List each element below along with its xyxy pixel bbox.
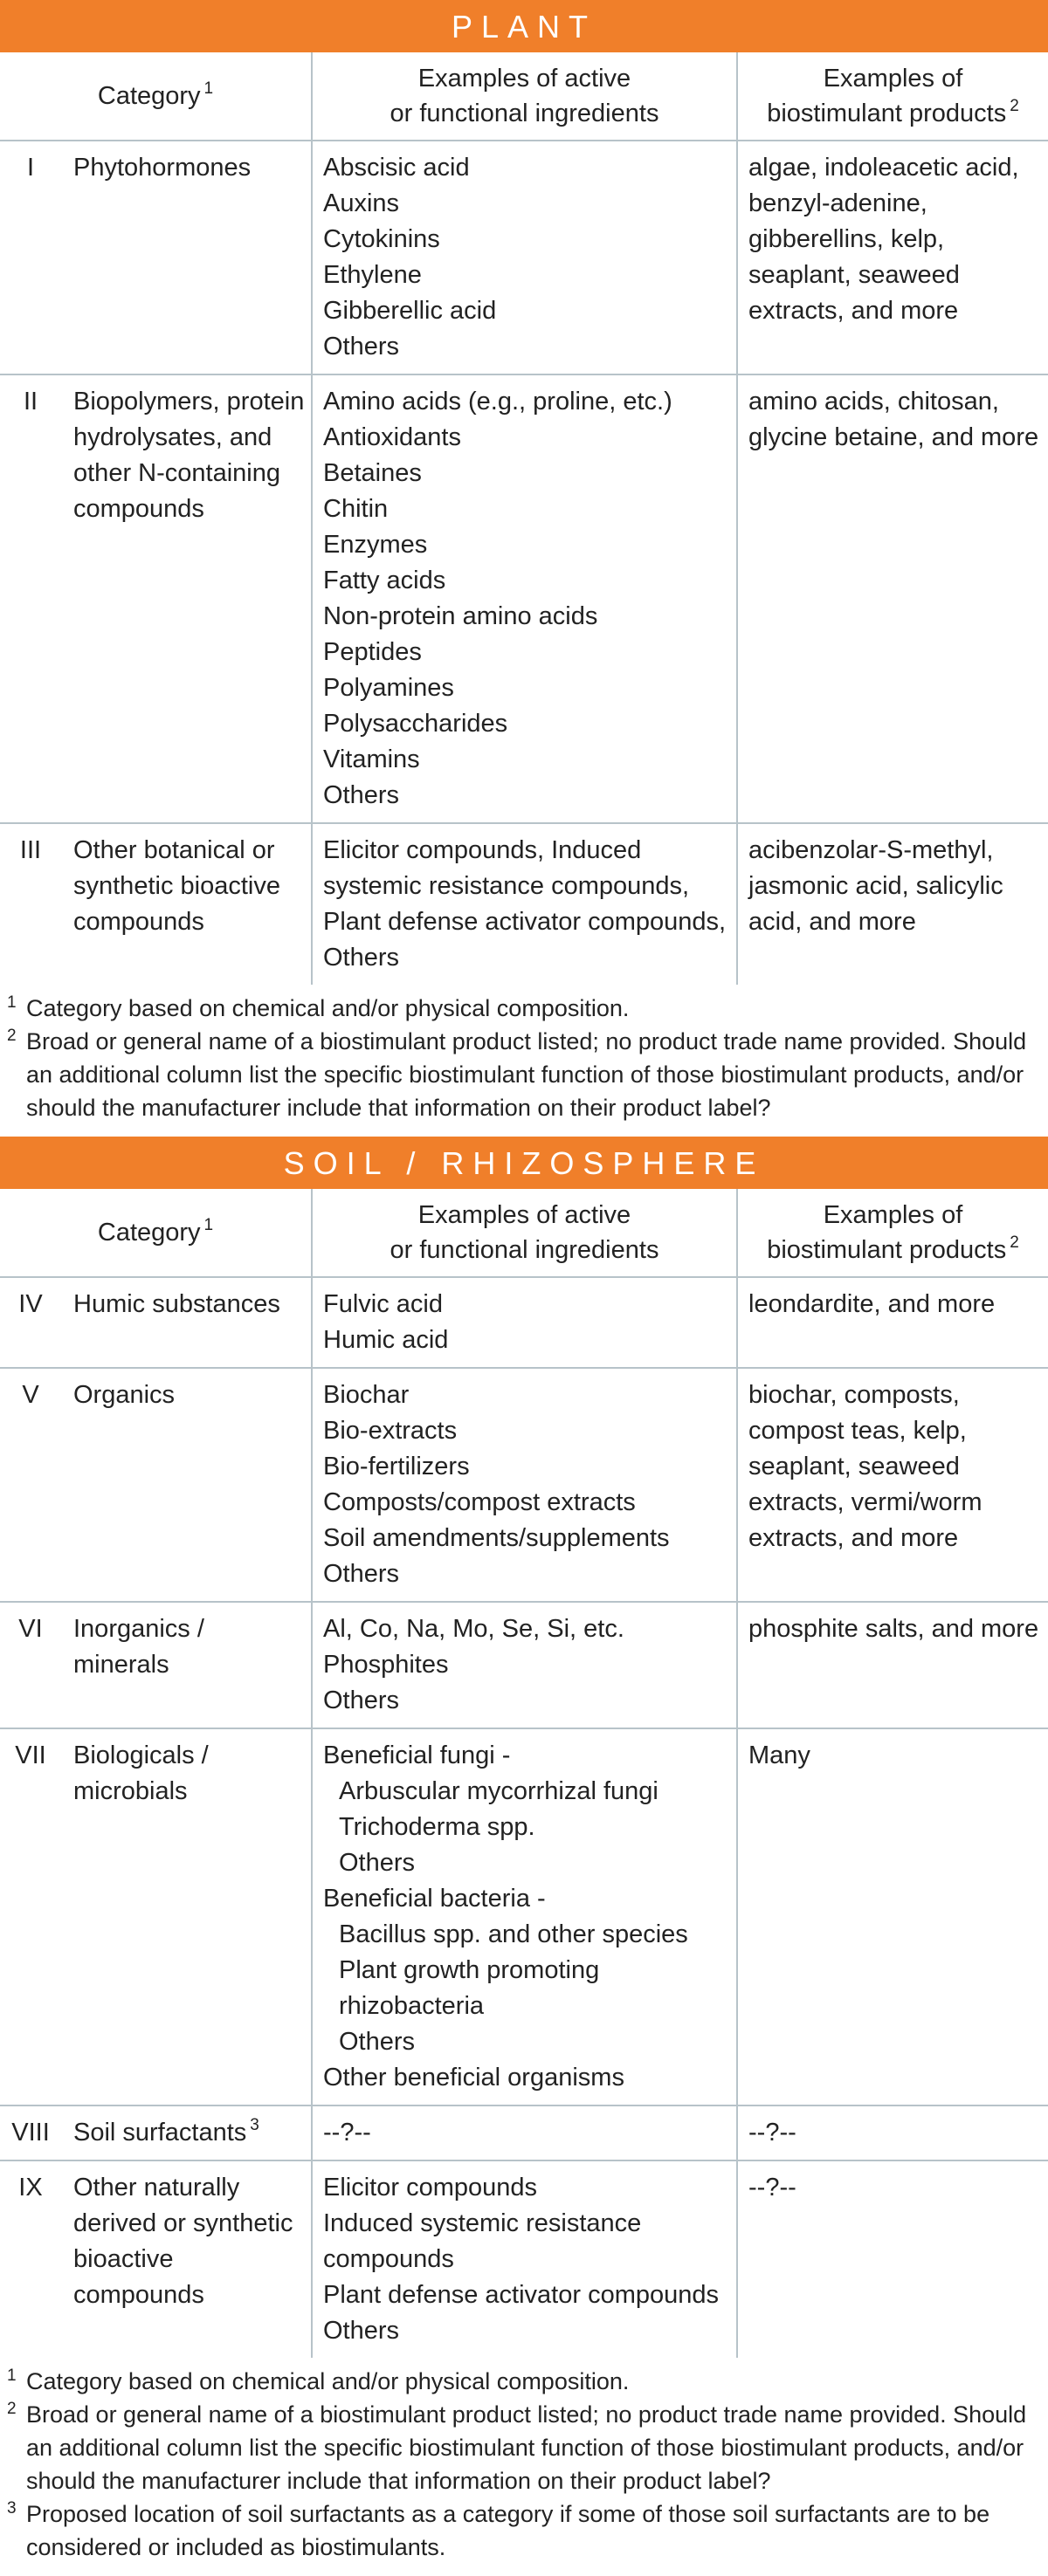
category-name	[61, 823, 312, 985]
ingredient-item: Soil amendments/supplements	[323, 1524, 670, 1552]
ingredient-item: Trichoderma spp.	[339, 1813, 535, 1841]
footnote	[7, 2365, 1041, 2398]
ingredients-cell	[312, 141, 737, 374]
footnote-marker: 3	[7, 2499, 17, 2518]
table-row	[0, 2105, 1048, 2160]
ingredient-item: Composts/compost extracts	[323, 1488, 636, 1516]
category-name	[61, 374, 312, 823]
category-number: IV	[0, 1277, 61, 1368]
table-row	[0, 374, 1048, 823]
plant-table-body	[0, 141, 1048, 985]
ingredient-item: Chitin	[323, 495, 389, 523]
ingredients-cell	[312, 1368, 737, 1602]
plant-footnotes	[0, 985, 1048, 1137]
ingredient-item: Non-protein amino acids	[323, 602, 598, 630]
products-cell: phosphite salts, and more	[737, 1602, 1048, 1728]
category-name	[61, 2105, 312, 2160]
ingredient-item: Others	[339, 2028, 416, 2056]
ingredient-item: Enzymes	[323, 531, 428, 559]
ingredient-item: Arbuscular mycorrhizal fungi	[339, 1777, 658, 1805]
category-number: II	[0, 374, 61, 823]
category-label: Other botanical or synthetic bioactive compounds	[73, 836, 280, 936]
products-header: Examples of biostimulant products $^2$	[737, 52, 1048, 141]
ingredient-item: Plant growth promoting rhizobacteria	[339, 1956, 600, 2020]
ingredient-item: Phosphites	[323, 1651, 449, 1679]
category-number: VIII	[0, 2105, 61, 2160]
products-cell: algae, indoleacetic acid, benzyl-adenine, gibberellins, kelp, seaplant, seaweed extracts, and more	[737, 141, 1048, 374]
ingredient-item: Others	[323, 1686, 400, 1714]
category-number: I	[0, 141, 61, 374]
ingredients-cell	[312, 2105, 737, 2160]
plant-section	[0, 0, 1048, 1137]
ingredient-item: Abscisic acid	[323, 154, 470, 182]
table-row	[0, 2160, 1048, 2358]
ingredient-item: Fatty acids	[323, 567, 446, 594]
category-header: Category $^1$	[0, 52, 312, 141]
table-row	[0, 1602, 1048, 1728]
category-number: VI	[0, 1602, 61, 1728]
products-header: Examples of biostimulant products $^2$	[737, 1189, 1048, 1277]
category-label: Organics	[73, 1381, 176, 1409]
category-number: VII	[0, 1728, 61, 2105]
ingredient-item: Bio-fertilizers	[323, 1453, 470, 1480]
ingredient-item: Amino acids (e.g., proline, etc.)	[323, 388, 672, 416]
ingredient-item: Gibberellic acid	[323, 297, 497, 325]
category-number: III	[19, 836, 42, 864]
footnote-marker: 1	[7, 993, 17, 1012]
category-name	[61, 1602, 312, 1728]
footnote-marker: 1	[7, 2366, 17, 2385]
ingredient-item: Beneficial bacteria -	[323, 1885, 546, 1913]
category-name	[61, 1277, 312, 1368]
ingredient-item: Fulvic acid	[323, 1290, 443, 1318]
category-label: Other naturally derived or synthetic bioactive compounds	[73, 2174, 293, 2309]
ingredient-item: Al, Co, Na, Mo, Se, Si, etc.	[323, 1615, 624, 1643]
ingredients-cell	[312, 1728, 737, 2105]
ingredient-item: Peptides	[323, 638, 422, 666]
ingredient-item: Induced systemic resistance compounds	[323, 2209, 642, 2273]
ingredient-item: Others	[323, 944, 400, 972]
ingredient-item: Ethylene	[323, 261, 422, 289]
category-name	[61, 1368, 312, 1602]
table-row	[0, 1728, 1048, 2105]
ingredient-item: Elicitor compounds	[323, 2174, 537, 2202]
category-label: Phytohormones	[73, 154, 252, 182]
ingredients-cell	[312, 1602, 737, 1728]
ingredient-item: Plant defense activator compounds	[323, 2281, 719, 2309]
category-label: Soil surfactants	[73, 2119, 247, 2147]
ingredients-header: Examples of active or functional ingredients	[312, 52, 737, 141]
products-cell: --?--	[737, 2105, 1048, 2160]
category-name	[61, 2160, 312, 2358]
soil-section-title: SOIL / RHIZOSPHERE	[0, 1137, 1048, 1189]
ingredients-cell	[312, 374, 737, 823]
ingredients-header: Examples of active or functional ingredients	[312, 1189, 737, 1277]
plant-section-title: PLANT	[0, 0, 1048, 52]
products-cell: --?--	[748, 2174, 796, 2202]
category-label: Inorganics / minerals	[73, 1615, 204, 1679]
ingredient-item: Others	[323, 781, 400, 809]
ingredients-cell	[312, 1277, 737, 1368]
footnote	[7, 2497, 1041, 2564]
category-label: Biologicals / microbials	[73, 1741, 209, 1805]
table-row	[0, 1277, 1048, 1368]
category-label: Humic substances	[73, 1290, 280, 1318]
soil-section	[0, 1137, 1048, 2576]
soil-table	[0, 1189, 1048, 2358]
footnote	[7, 1025, 1041, 1124]
soil-footnotes	[0, 2358, 1048, 2576]
footnote-text: Proposed location of soil surfactants as a category if some of those soil surfactants are to be considered or included as biostimulants.	[26, 2501, 990, 2560]
footnote	[7, 2398, 1041, 2497]
plant-header-row	[0, 52, 1048, 141]
category-header: Category $^1$	[0, 1189, 312, 1277]
footnote-text: Broad or general name of a biostimulant product listed; no product trade name provided. Should an additional column list the specific biostimulant function of those biostimulant products, and/or should the manufacturer include that information on their product label?	[26, 1028, 1027, 1121]
ingredients-cell	[312, 823, 737, 985]
ingredient-item: Bio-extracts	[323, 1417, 458, 1445]
ingredient-item: Elicitor compounds, Induced systemic resistance compounds, Plant defense activator compounds,	[323, 836, 727, 936]
products-cell: biochar, composts, compost teas, kelp, seaplant, seaweed extracts, vermi/worm extracts, and more	[737, 1368, 1048, 1602]
footnote-text: Category based on chemical and/or physical composition.	[26, 2368, 630, 2394]
category-name	[61, 1728, 312, 2105]
ingredient-item: Beneficial fungi -	[323, 1741, 511, 1769]
category-name	[61, 141, 312, 374]
table-row	[0, 823, 1048, 985]
ingredient-item: Others	[323, 1560, 400, 1588]
footnote-text: Broad or general name of a biostimulant product listed; no product trade name provided. Should an additional column list the specific biostimulant function of those biostimulant products, and/or should the manufacturer include that information on their product label?	[26, 2401, 1027, 2494]
ingredient-item: Antioxidants	[323, 423, 461, 451]
footnote-marker: 2	[7, 2400, 17, 2418]
ingredient-item: Cytokinins	[323, 225, 440, 253]
ingredient-item: Bacillus spp. and other species	[339, 1920, 688, 1948]
ingredient-item: Vitamins	[323, 745, 420, 773]
products-cell: amino acids, chitosan, glycine betaine, and more	[737, 374, 1048, 823]
category-number: V	[0, 1368, 61, 1602]
ingredient-item: Polyamines	[323, 674, 454, 702]
products-cell: leondardite, and more	[737, 1277, 1048, 1368]
plant-table	[0, 52, 1048, 985]
ingredient-item: --?--	[323, 2119, 371, 2147]
category-number: IX	[18, 2174, 43, 2202]
ingredient-item: Other beneficial organisms	[323, 2064, 624, 2092]
table-row	[0, 141, 1048, 374]
footnote-marker: 3	[250, 2116, 259, 2134]
ingredients-cell	[312, 2160, 737, 2358]
products-cell: Many	[737, 1728, 1048, 2105]
footnote-marker: 2	[7, 1027, 17, 1045]
category-label: Biopolymers, protein hydrolysates, and other N-containing compounds	[73, 388, 305, 523]
ingredient-item: Others	[323, 333, 400, 361]
ingredient-item: Betaines	[323, 459, 422, 487]
ingredient-item: Others	[339, 1849, 416, 1877]
ingredient-item: Humic acid	[323, 1326, 449, 1354]
table-row	[0, 1368, 1048, 1602]
ingredient-item: Auxins	[323, 189, 400, 217]
footnote	[7, 992, 1041, 1025]
products-cell: acibenzolar-S-methyl, jasmonic acid, salicylic acid, and more	[748, 836, 1003, 936]
footnote-text: Category based on chemical and/or physical composition.	[26, 995, 630, 1021]
soil-table-body	[0, 1277, 1048, 2358]
ingredient-item: Others	[323, 2317, 400, 2345]
ingredient-item: Polysaccharides	[323, 710, 508, 738]
soil-header-row	[0, 1189, 1048, 1277]
ingredient-item: Biochar	[323, 1381, 410, 1409]
